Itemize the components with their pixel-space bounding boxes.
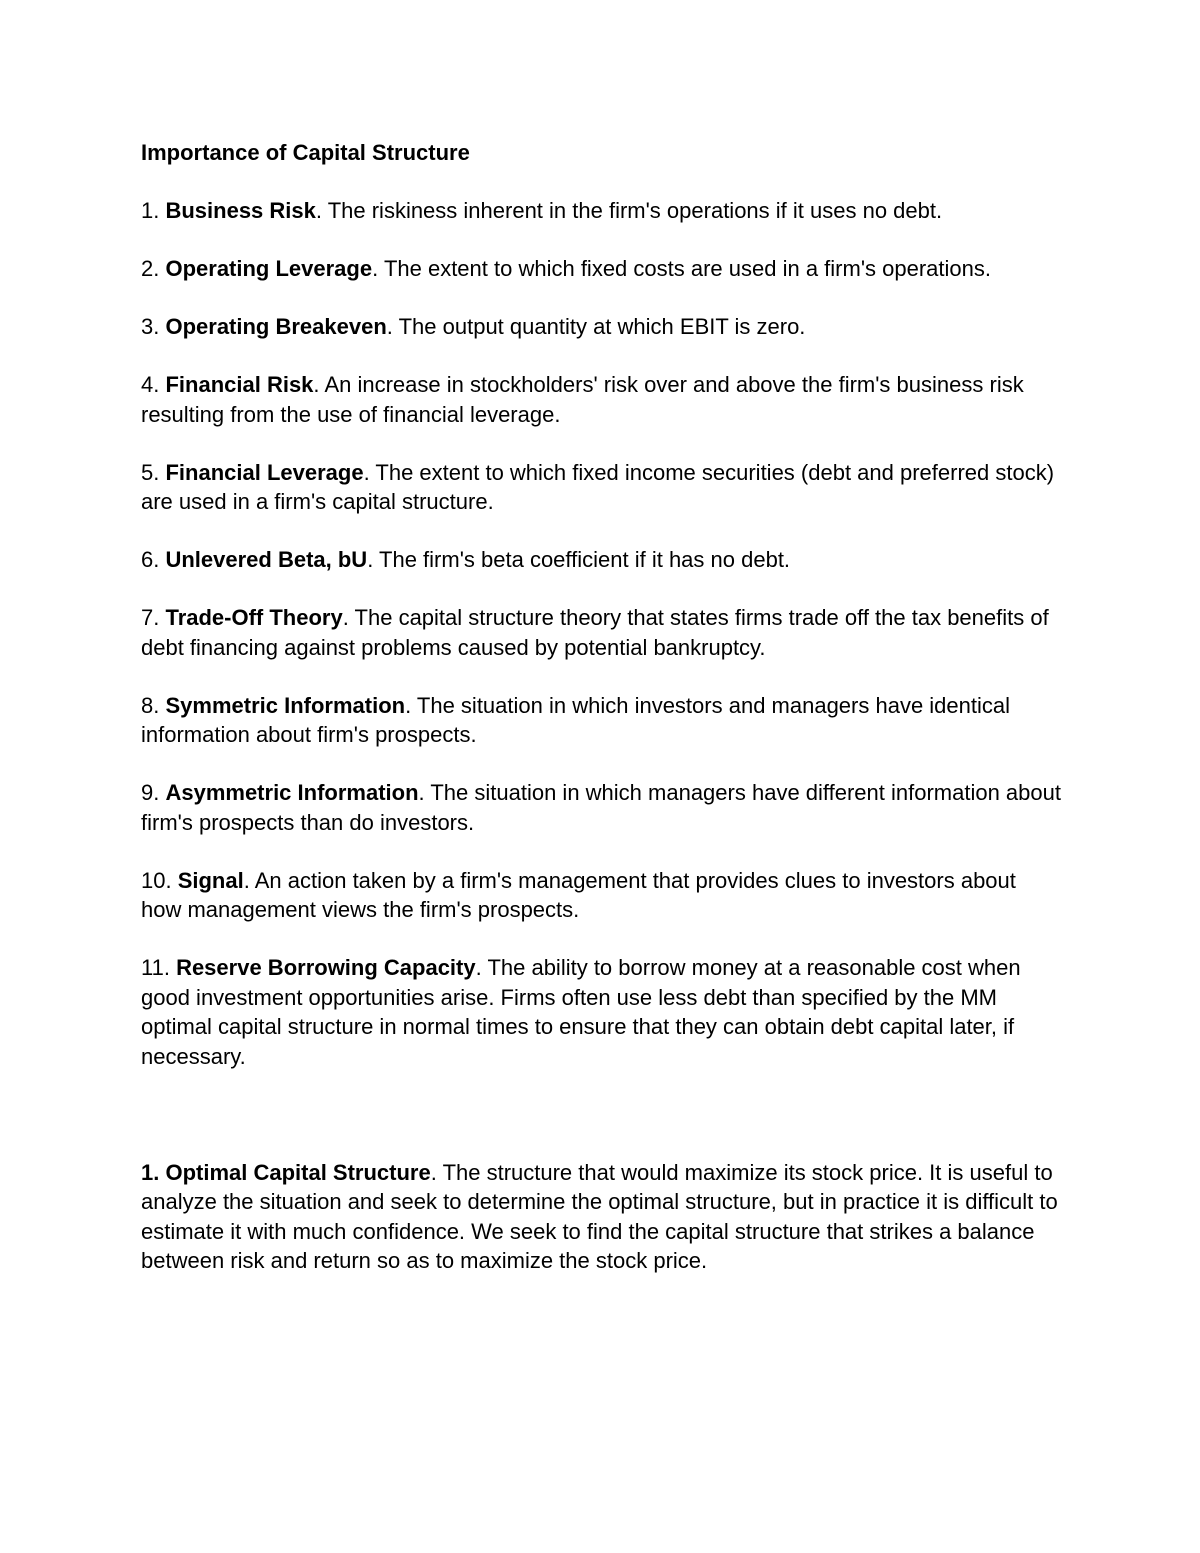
- entry-separator: .: [418, 780, 431, 805]
- entry-term: Financial Risk: [165, 372, 314, 397]
- entry-term: Symmetric Information: [165, 692, 406, 718]
- entry-number: 9.: [141, 780, 166, 805]
- entry-definition: The extent to which fixed costs are used in a firm's operations.: [383, 256, 991, 281]
- entry-number: 8.: [141, 692, 166, 718]
- definition-entry-9: [141, 778, 1061, 837]
- definition-entry-4: [141, 370, 1061, 429]
- entry-definition: The structure that would maximize its stock price. It is useful to analyze the situation and seek to determine the optimal structure, but in practice it is difficult to estimate it with much confidence. We seek to find the capital structure that strikes a balance between risk and return so as to maximize the stock price.: [141, 1159, 1058, 1273]
- entry-number: 1.: [141, 198, 166, 223]
- entry-term: Business Risk: [165, 198, 316, 223]
- entry-separator: .: [372, 256, 384, 281]
- entry-separator: .: [386, 314, 399, 339]
- entry-definition: The situation in which managers have different information about firm's prospects than do investors.: [141, 780, 1061, 835]
- entry-number: 2.: [141, 256, 166, 281]
- entry-term: Reserve Borrowing Capacity: [176, 955, 476, 980]
- definition-entry-10: [141, 866, 1061, 925]
- entry-separator: .: [313, 372, 325, 397]
- definition-entry-1: [141, 196, 1061, 226]
- entry-separator: .: [475, 955, 488, 980]
- entry-number: 5.: [141, 459, 166, 485]
- entry-number: 6.: [141, 547, 166, 572]
- definition-entry-8: [141, 691, 1061, 750]
- entry-definition: The riskiness inherent in the firm's operations if it uses no debt.: [327, 198, 943, 223]
- entry-number: 11.: [141, 955, 177, 980]
- document-title: Importance of Capital Structure: [141, 140, 470, 165]
- definition-entry-3: [141, 312, 1061, 342]
- entry-definition: An action taken by a firm's management that provides clues to investors about how management views the firm's prospects.: [141, 867, 1016, 922]
- entry-term: Trade-Off Theory: [165, 605, 343, 630]
- definition-entry-6: [141, 545, 1061, 575]
- entry-definition: An increase in stockholders' risk over and above the firm's business risk resulting from the use of financial leverage.: [141, 372, 1024, 427]
- entry-term: 1. Optimal Capital Structure: [141, 1159, 431, 1185]
- entry-number: 7.: [141, 605, 166, 630]
- entry-number: 10.: [141, 867, 178, 893]
- entry-term: Operating Breakeven: [165, 314, 387, 339]
- entry-separator: .: [367, 547, 380, 572]
- entry-number: 3.: [141, 314, 166, 339]
- definition-entry-2: [141, 254, 1061, 284]
- definition-entry-5: [141, 458, 1061, 517]
- entry-separator: .: [430, 1159, 443, 1185]
- entry-definition: The firm's beta coefficient if it has no debt.: [379, 547, 791, 572]
- entry-term: Financial Leverage: [165, 459, 364, 485]
- entry-separator: .: [405, 692, 417, 718]
- entry-term: Operating Leverage: [165, 256, 373, 281]
- entry-term: Unlevered Beta, bU: [165, 547, 368, 572]
- entry-separator: .: [363, 459, 376, 485]
- entry-separator: .: [243, 867, 255, 893]
- document-page: [141, 138, 1061, 1304]
- definition-entry-11: [141, 953, 1061, 1071]
- entry-definition: The output quantity at which EBIT is zero.: [398, 314, 806, 339]
- entry-separator: .: [342, 605, 355, 630]
- entry-definition: The capital structure theory that states firms trade off the tax benefits of debt financing against problems caused by potential bankruptcy.: [141, 605, 1049, 660]
- entry-term: Asymmetric Information: [165, 780, 419, 805]
- entry-definition: The situation in which investors and managers have identical information about firm's prospects.: [141, 692, 1011, 747]
- final-definition-entry: [141, 1158, 1061, 1276]
- definition-entry-7: [141, 603, 1061, 662]
- section-spacer: [141, 1100, 1061, 1158]
- entry-definition: The extent to which fixed income securities (debt and preferred stock) are used in a firm's capital structure.: [141, 459, 1055, 514]
- entry-definition: The ability to borrow money at a reasonable cost when good investment opportunities arise. Firms often use less debt than specified by the MM optimal capital structure in normal times to ensure that they can obtain debt capital later, if necessary.: [141, 955, 1021, 1069]
- entry-term: Signal: [177, 867, 244, 893]
- entry-separator: .: [315, 198, 328, 223]
- entry-number: 4.: [141, 372, 166, 397]
